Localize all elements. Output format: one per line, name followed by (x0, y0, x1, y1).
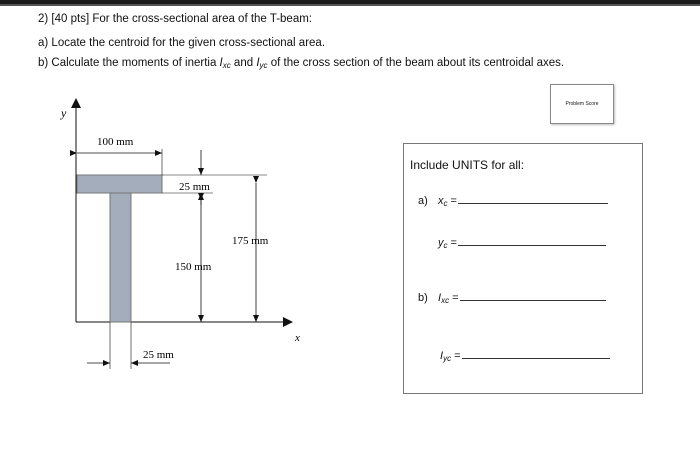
answer-part-b-label: b) (418, 292, 428, 304)
problem-score-box[interactable] (550, 84, 614, 124)
flange-thickness-label: 25 mm (179, 181, 210, 193)
ixc-answer-line[interactable] (460, 299, 606, 301)
web-width-label: 25 mm (143, 349, 174, 361)
yc-answer-row: $y_c$ = (438, 237, 606, 250)
t-beam-flange (77, 175, 162, 193)
iyc-answer-line[interactable] (462, 357, 610, 359)
t-beam-web (110, 193, 131, 322)
y-axis-label: y (61, 106, 67, 120)
x-axis-label: x (295, 332, 300, 344)
answer-part-a-label: a) (418, 195, 428, 207)
ixc-answer-row: $I_{xc}$ = (438, 292, 606, 305)
units-instruction: Include UNITS for all: (410, 158, 525, 172)
question-heading: 2) [40 pts] For the cross-sectional area of the T-beam: (38, 13, 313, 25)
question-part-b: b) Calculate the moments of inertia $I_{xc}$ and $I_{yc}$ of the cross section of the beam about its centroidal axes. (38, 57, 565, 70)
xc-answer-line[interactable] (458, 202, 608, 204)
problem-score-label: Problem Score (565, 101, 599, 107)
total-height-label: 175 mm (232, 235, 269, 247)
flange-width-label: 100 mm (97, 136, 134, 148)
xc-answer-row: $x_c$ = (438, 195, 608, 208)
t-beam-diagram (55, 95, 395, 395)
top-border-shadow (0, 4, 700, 6)
web-height-label: 150 mm (175, 261, 212, 273)
iyc-answer-row: $I_{yc}$ = (440, 350, 610, 363)
answer-box (403, 143, 643, 394)
question-part-a: a) Locate the centroid for the given cross-sectional area. (38, 37, 326, 49)
yc-answer-line[interactable] (458, 244, 606, 246)
